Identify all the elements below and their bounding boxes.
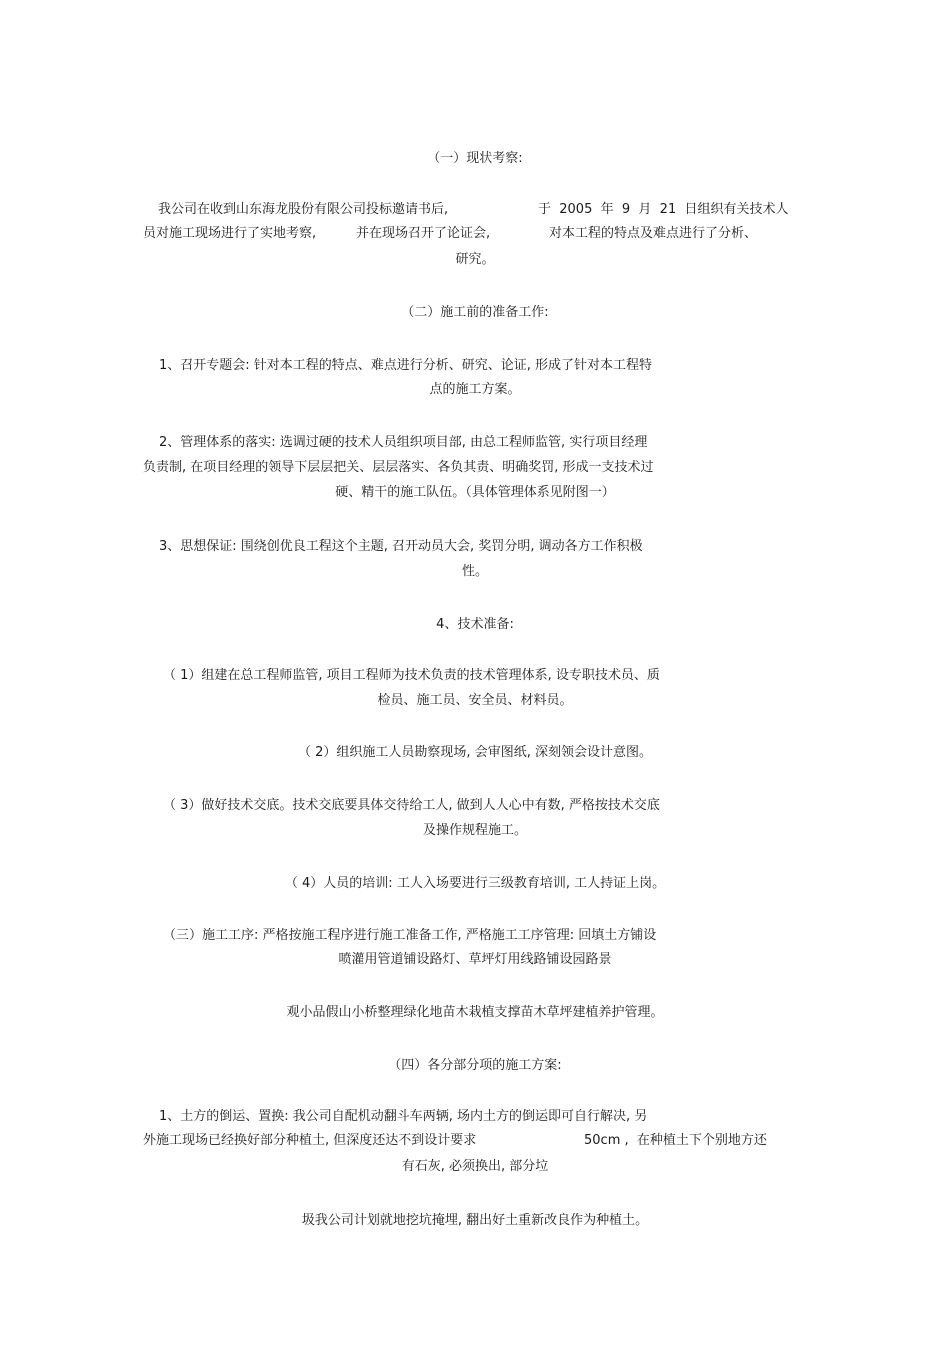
section-4-item-1-line-4: 圾我公司计划就地挖坑掩埋, 翻出好土重新改良作为种植土。: [301, 1213, 649, 1228]
item-2-line-3: 硬、精干的施工队伍。（具体管理体系见附图一）: [335, 485, 615, 500]
section-1-paragraph-line-3: 研究。: [455, 252, 495, 267]
item-4-4: （ 4）人员的培训: 工人入场要进行三级教育培训, 工人持证上岗。: [284, 876, 666, 891]
section-1-paragraph-line-2a: 员对施工现场进行了实地考察,: [143, 226, 317, 241]
section-1-paragraph-line-1b: 于 2005 年 9 月 21 日组织有关技术人: [538, 202, 789, 217]
item-3-line-2: 性。: [461, 564, 488, 579]
section-3-line-3: 观小品假山小桥整理绿化地苗木栽植支撑苗木草坪建植养护管理。: [286, 1005, 664, 1020]
item-4-1-line-1: （ 1）组建在总工程师监管, 项目工程师为技术负责的技术管理体系, 设专职技术员、质: [163, 668, 660, 683]
item-2-line-1: 2、管理体系的落实: 选调过硬的技术人员组织项目部, 由总工程师监管, 实行项目经理: [159, 435, 648, 450]
section-3-line-1: （三）施工工序: 严格按施工程序进行施工准备工作, 严格施工工序管理: 回填土方铺设: [163, 928, 657, 943]
section-4-item-1-line-2a: 外施工现场已经换好部分种植土, 但深度还达不到设计要求: [143, 1133, 477, 1148]
item-4-1-line-2: 检员、施工员、安全员、材料员。: [377, 693, 573, 708]
section-1-paragraph-line-2b: 并在现场召开了论证会,: [356, 226, 491, 241]
item-1-line-1: 1、召开专题会: 针对本工程的特点、难点进行分析、研究、论证, 形成了针对本工程特: [159, 358, 653, 373]
item-4-3-line-1: （ 3）做好技术交底。技术交底要具体交待给工人, 做到人人心中有数, 严格按技术交底: [163, 798, 660, 813]
item-4-heading: 4、技术准备:: [436, 617, 514, 632]
section-1-heading: （一）现状考察:: [427, 151, 523, 166]
item-4-3-line-2: 及操作规程施工。: [422, 823, 527, 838]
item-3-line-1: 3、思想保证: 围绕创优良工程这个主题, 召开动员大会, 奖罚分明, 调动各方工作积极: [159, 539, 643, 554]
item-4-2: （ 2）组织施工人员勘察现场, 会审图纸, 深刻领会设计意图。: [298, 745, 652, 760]
section-2-heading: （二）施工前的准备工作:: [401, 305, 549, 320]
item-2-line-2: 负责制, 在项目经理的领导下层层把关、层层落实、各负其责、明确奖罚, 形成一支技术过: [143, 460, 654, 475]
item-1-line-2: 点的施工方案。: [429, 382, 521, 397]
section-4-item-1-line-3: 有石灰, 必须换出, 部分垃: [401, 1159, 549, 1174]
section-4-heading: （四）各分部分项的施工方案:: [388, 1058, 562, 1073]
section-4-item-1-line-2b: 50cm , 在种植土下个别地方还: [584, 1133, 767, 1148]
section-1-paragraph-line-1a: 我公司在收到山东海龙股份有限公司投标邀请书后,: [158, 202, 449, 217]
section-1-paragraph-line-2c: 对本工程的特点及难点进行了分析、: [549, 226, 758, 241]
section-3-line-2: 喷灌用管道铺设路灯、草坪灯用线路铺设园路景: [338, 952, 612, 967]
section-4-item-1-line-1: 1、土方的倒运、置换: 我公司自配机动翻斗车两辆, 场内土方的倒运即可自行解决, 另: [159, 1109, 648, 1124]
